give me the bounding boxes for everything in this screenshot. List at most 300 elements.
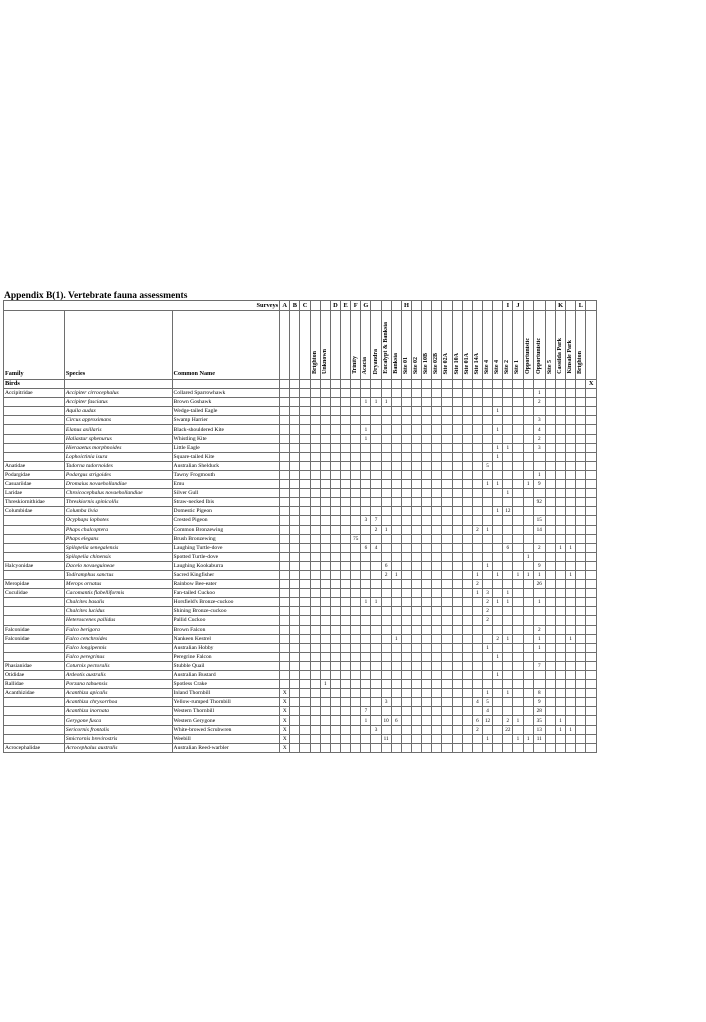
count-cell <box>462 389 472 398</box>
count-cell: 2 <box>482 616 492 625</box>
common-name-cell: Horsfield's Bronze-cuckoo <box>172 598 280 607</box>
site-header <box>513 311 523 380</box>
count-cell <box>452 634 462 643</box>
species-cell: Acrocephalus australis <box>64 743 172 752</box>
count-cell <box>401 543 411 552</box>
family-cell <box>4 616 65 625</box>
count-cell <box>566 552 576 561</box>
count-cell <box>566 716 576 725</box>
count-cell: 2 <box>533 398 545 407</box>
count-cell <box>401 425 411 434</box>
count-cell <box>290 407 300 416</box>
count-cell <box>361 589 371 598</box>
count-cell <box>523 716 533 725</box>
count-cell <box>482 661 492 670</box>
count-cell <box>391 671 401 680</box>
count-cell <box>341 716 351 725</box>
count-cell <box>310 607 320 616</box>
site-header <box>523 311 533 380</box>
count-cell <box>503 425 513 434</box>
count-cell <box>300 389 310 398</box>
count-cell <box>452 489 462 498</box>
count-cell <box>523 498 533 507</box>
count-cell <box>300 598 310 607</box>
count-cell <box>545 507 555 516</box>
count-cell <box>391 407 401 416</box>
count-cell <box>371 498 381 507</box>
count-cell <box>442 689 452 698</box>
count-cell: 1 <box>493 671 503 680</box>
count-cell <box>412 607 422 616</box>
count-cell <box>391 498 401 507</box>
count-cell <box>381 516 391 525</box>
group-value <box>412 380 422 389</box>
common-name-cell: Emu <box>172 480 280 489</box>
common-name-cell: Australian Hobby <box>172 643 280 652</box>
count-cell <box>432 707 442 716</box>
common-name-cell: Yellow-rumped Thornbill <box>172 698 280 707</box>
count-cell <box>381 671 391 680</box>
count-cell <box>462 598 472 607</box>
count-cell: 1 <box>493 507 503 516</box>
fauna-assessment-table <box>3 300 597 753</box>
site-label: Brighton <box>577 350 584 374</box>
count-cell <box>361 734 371 743</box>
count-cell <box>503 552 513 561</box>
count-cell <box>351 407 361 416</box>
count-cell <box>320 625 330 634</box>
count-cell <box>576 570 586 579</box>
count-cell <box>556 434 566 443</box>
count-cell <box>422 425 432 434</box>
count-cell <box>472 616 482 625</box>
family-cell <box>4 570 65 579</box>
count-cell <box>361 470 371 479</box>
count-cell <box>320 389 330 398</box>
count-cell <box>472 452 482 461</box>
common-name-cell: Sacred Kingfisher <box>172 570 280 579</box>
count-cell <box>513 434 523 443</box>
count-cell <box>381 652 391 661</box>
count-cell: 1 <box>523 734 533 743</box>
count-cell <box>361 498 371 507</box>
site-header <box>432 311 442 380</box>
count-cell <box>545 525 555 534</box>
count-cell <box>300 543 310 552</box>
count-cell: 1 <box>361 434 371 443</box>
family-cell: Accipitridae <box>4 389 65 398</box>
count-cell <box>290 507 300 516</box>
count-cell <box>412 543 422 552</box>
species-cell: Spilopelia chinensis <box>64 552 172 561</box>
count-cell <box>452 661 462 670</box>
count-cell <box>576 434 586 443</box>
family-cell <box>4 398 65 407</box>
count-cell: 8 <box>533 689 545 698</box>
count-cell: 1 <box>472 589 482 598</box>
count-cell <box>330 389 340 398</box>
count-cell <box>320 543 330 552</box>
common-name-cell: Shining Bronze-cuckoo <box>172 607 280 616</box>
count-cell <box>513 634 523 643</box>
count-cell <box>351 634 361 643</box>
count-cell <box>432 661 442 670</box>
group-value <box>432 380 442 389</box>
count-cell <box>330 634 340 643</box>
count-cell <box>462 552 472 561</box>
count-cell <box>523 661 533 670</box>
count-cell <box>452 652 462 661</box>
count-cell <box>556 534 566 543</box>
count-cell <box>462 470 472 479</box>
count-cell <box>391 389 401 398</box>
species-cell: Smicrornis brevirostris <box>64 734 172 743</box>
count-cell <box>503 407 513 416</box>
count-cell <box>432 498 442 507</box>
site-header <box>381 311 391 380</box>
count-cell <box>351 416 361 425</box>
group-value <box>472 380 482 389</box>
count-cell <box>341 589 351 598</box>
count-cell <box>472 643 482 652</box>
family-cell <box>4 452 65 461</box>
count-cell <box>566 480 576 489</box>
count-cell <box>462 634 472 643</box>
count-cell <box>533 616 545 625</box>
count-cell <box>290 452 300 461</box>
count-cell <box>442 561 452 570</box>
count-cell: 1 <box>503 689 513 698</box>
species-cell: Threskiornis spinicollis <box>64 498 172 507</box>
count-cell <box>310 625 320 634</box>
count-cell <box>290 680 300 689</box>
count-cell <box>513 589 523 598</box>
count-cell <box>432 671 442 680</box>
count-cell <box>523 416 533 425</box>
count-cell <box>320 452 330 461</box>
count-cell <box>361 443 371 452</box>
count-cell <box>493 661 503 670</box>
count-cell <box>351 498 361 507</box>
count-cell <box>412 625 422 634</box>
count-cell <box>290 661 300 670</box>
count-cell <box>361 616 371 625</box>
count-cell <box>566 743 576 752</box>
count-cell <box>586 680 597 689</box>
count-cell: 4 <box>482 707 492 716</box>
count-cell <box>341 698 351 707</box>
count-cell <box>310 707 320 716</box>
survey-letter: H <box>401 301 411 311</box>
common-name-cell: Rainbow Bee-eater <box>172 580 280 589</box>
count-cell: 3 <box>381 698 391 707</box>
survey-letter: J <box>513 301 523 311</box>
common-name-cell: Tawny Frogmouth <box>172 470 280 479</box>
table-row <box>4 634 597 643</box>
species-cell: Falco peregrinus <box>64 652 172 661</box>
count-cell <box>280 561 290 570</box>
count-cell <box>401 452 411 461</box>
count-cell <box>556 734 566 743</box>
group-value <box>341 380 351 389</box>
count-cell <box>493 489 503 498</box>
count-cell <box>566 534 576 543</box>
common-name-cell: Crested Pigeon <box>172 516 280 525</box>
count-cell <box>523 580 533 589</box>
count-cell <box>472 625 482 634</box>
count-cell <box>586 671 597 680</box>
count-cell <box>401 498 411 507</box>
count-cell <box>422 580 432 589</box>
count-cell <box>280 461 290 470</box>
count-cell <box>566 452 576 461</box>
count-cell <box>361 507 371 516</box>
count-cell <box>422 698 432 707</box>
count-cell <box>482 534 492 543</box>
count-cell <box>290 643 300 652</box>
site-label: Eucalypt & Banksia <box>382 322 389 374</box>
table-row <box>4 625 597 634</box>
count-cell <box>432 407 442 416</box>
count-cell <box>371 616 381 625</box>
count-cell <box>513 552 523 561</box>
count-cell <box>482 398 492 407</box>
count-cell <box>452 416 462 425</box>
count-cell <box>320 434 330 443</box>
count-cell <box>545 570 555 579</box>
count-cell <box>412 689 422 698</box>
count-cell <box>566 707 576 716</box>
count-cell <box>280 407 290 416</box>
count-cell <box>412 680 422 689</box>
family-cell: Anatidae <box>4 461 65 470</box>
count-cell <box>422 643 432 652</box>
count-cell <box>523 443 533 452</box>
common-name-cell: Swamp Harrier <box>172 416 280 425</box>
count-cell <box>566 416 576 425</box>
table-row <box>4 743 597 752</box>
species-cell: Acanthiza chrysorrhoa <box>64 698 172 707</box>
count-cell: 1 <box>381 525 391 534</box>
count-cell <box>310 580 320 589</box>
count-cell <box>422 661 432 670</box>
count-cell <box>432 607 442 616</box>
count-cell <box>513 671 523 680</box>
count-cell <box>432 652 442 661</box>
count-cell <box>361 525 371 534</box>
count-cell <box>422 443 432 452</box>
count-cell <box>290 525 300 534</box>
species-cell: Podargus strigoides <box>64 470 172 479</box>
count-cell <box>310 470 320 479</box>
count-cell <box>290 580 300 589</box>
count-cell <box>412 398 422 407</box>
count-cell: 1 <box>566 543 576 552</box>
count-cell <box>545 416 555 425</box>
count-cell <box>523 407 533 416</box>
count-cell <box>381 452 391 461</box>
count-cell <box>320 743 330 752</box>
count-cell <box>341 643 351 652</box>
count-cell: 12 <box>503 507 513 516</box>
count-cell <box>351 698 361 707</box>
count-cell <box>452 698 462 707</box>
count-cell: 1 <box>566 634 576 643</box>
survey-letter: I <box>503 301 513 311</box>
count-cell <box>556 561 566 570</box>
count-cell <box>300 425 310 434</box>
count-cell <box>330 525 340 534</box>
count-cell <box>545 643 555 652</box>
count-cell <box>381 461 391 470</box>
count-cell <box>371 680 381 689</box>
table-row <box>4 480 597 489</box>
count-cell <box>442 634 452 643</box>
site-header <box>452 311 462 380</box>
table-row <box>4 552 597 561</box>
count-cell <box>503 607 513 616</box>
count-cell <box>462 625 472 634</box>
count-cell <box>280 625 290 634</box>
count-cell <box>432 398 442 407</box>
count-cell <box>422 625 432 634</box>
common-name-cell: Nankeen Kestrel <box>172 634 280 643</box>
count-cell <box>330 580 340 589</box>
survey-letter <box>432 301 442 311</box>
count-cell <box>412 407 422 416</box>
count-cell <box>545 516 555 525</box>
count-cell <box>341 561 351 570</box>
count-cell <box>576 680 586 689</box>
count-cell <box>391 580 401 589</box>
count-cell <box>290 725 300 734</box>
count-cell <box>523 707 533 716</box>
count-cell <box>576 589 586 598</box>
count-cell <box>545 589 555 598</box>
count-cell <box>513 689 523 698</box>
species-cell: Todiramphus sanctus <box>64 570 172 579</box>
count-cell: X <box>280 734 290 743</box>
count-cell <box>462 525 472 534</box>
count-cell <box>381 580 391 589</box>
count-cell <box>442 607 452 616</box>
site-header <box>556 311 566 380</box>
count-cell <box>412 470 422 479</box>
count-cell: 15 <box>533 516 545 525</box>
count-cell <box>300 470 310 479</box>
count-cell <box>556 425 566 434</box>
count-cell: 1 <box>391 570 401 579</box>
count-cell <box>442 416 452 425</box>
count-cell <box>556 416 566 425</box>
count-cell <box>371 407 381 416</box>
common-name-cell: White-browed Scrubwren <box>172 725 280 734</box>
count-cell <box>412 489 422 498</box>
count-cell <box>412 552 422 561</box>
count-cell <box>533 461 545 470</box>
count-cell <box>330 725 340 734</box>
count-cell <box>422 498 432 507</box>
count-cell: 1 <box>503 589 513 598</box>
count-cell <box>371 416 381 425</box>
count-cell <box>576 671 586 680</box>
common-name-cell: Peregrine Falcon <box>172 652 280 661</box>
count-cell <box>513 507 523 516</box>
count-cell: 1 <box>503 489 513 498</box>
count-cell <box>381 689 391 698</box>
count-cell <box>351 516 361 525</box>
count-cell <box>586 634 597 643</box>
count-cell: 1 <box>533 643 545 652</box>
count-cell <box>472 434 482 443</box>
count-cell: 7 <box>533 661 545 670</box>
count-cell <box>576 625 586 634</box>
count-cell <box>523 725 533 734</box>
count-cell <box>462 607 472 616</box>
count-cell <box>371 480 381 489</box>
count-cell: 2 <box>482 607 492 616</box>
count-cell <box>513 498 523 507</box>
count-cell <box>576 716 586 725</box>
count-cell <box>576 634 586 643</box>
count-cell <box>462 443 472 452</box>
count-cell <box>503 470 513 479</box>
count-cell <box>310 643 320 652</box>
count-cell <box>330 561 340 570</box>
count-cell <box>523 680 533 689</box>
count-cell <box>330 707 340 716</box>
group-value <box>280 380 290 389</box>
site-label: Site 1 <box>514 359 521 374</box>
count-cell <box>503 707 513 716</box>
group-value <box>482 380 492 389</box>
group-value <box>566 380 576 389</box>
count-cell <box>556 680 566 689</box>
count-cell <box>361 561 371 570</box>
count-cell <box>330 689 340 698</box>
count-cell <box>300 734 310 743</box>
count-cell <box>523 698 533 707</box>
count-cell <box>432 480 442 489</box>
count-cell <box>503 616 513 625</box>
count-cell <box>556 598 566 607</box>
count-cell <box>422 689 432 698</box>
count-cell <box>442 716 452 725</box>
count-cell <box>300 507 310 516</box>
count-cell <box>280 389 290 398</box>
count-cell <box>452 625 462 634</box>
count-cell <box>330 407 340 416</box>
count-cell <box>290 470 300 479</box>
count-cell <box>412 643 422 652</box>
site-header <box>545 311 555 380</box>
count-cell <box>341 616 351 625</box>
count-cell <box>556 616 566 625</box>
count-cell <box>290 616 300 625</box>
survey-letter <box>391 301 401 311</box>
count-cell <box>586 661 597 670</box>
count-cell <box>462 425 472 434</box>
count-cell <box>523 389 533 398</box>
count-cell <box>432 452 442 461</box>
table-row <box>4 589 597 598</box>
count-cell <box>280 680 290 689</box>
count-cell: 1 <box>533 634 545 643</box>
count-cell <box>442 489 452 498</box>
count-cell <box>482 543 492 552</box>
count-cell: 35 <box>533 716 545 725</box>
count-cell <box>422 516 432 525</box>
